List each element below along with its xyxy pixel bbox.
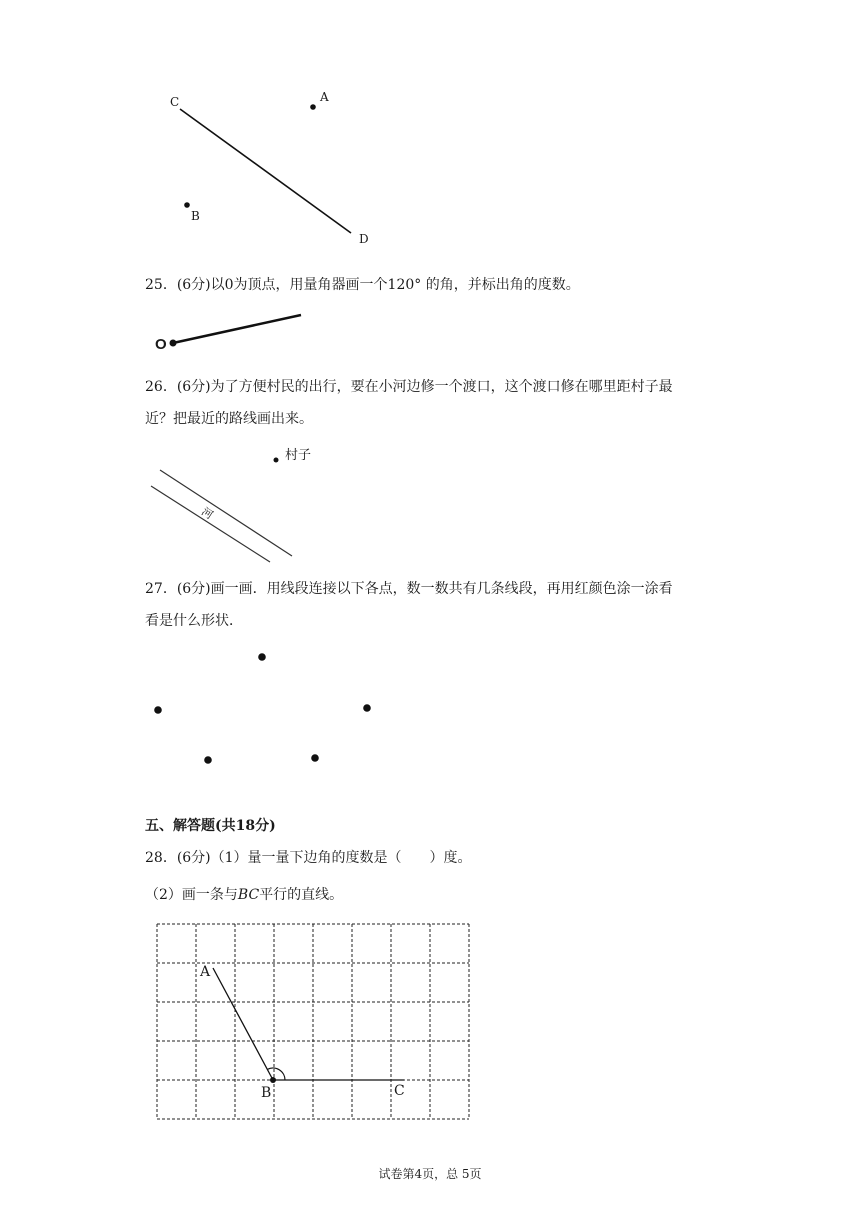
label-a: A (320, 90, 329, 104)
q28-line2-suffix: 平行的直线。 (259, 887, 344, 903)
label-b: B (191, 209, 200, 223)
page-footer: 试卷第4页，总 5页 (378, 1167, 482, 1181)
river-bank-2 (151, 486, 270, 562)
label-o: O (155, 336, 167, 353)
section-title: 五、解答题(共18分) (145, 818, 276, 834)
question-26-line1: 26．(6分)为了方便村民的出行，要在小河边修一个渡口，这个渡口修在哪里距村子最 (145, 379, 673, 395)
point-b (184, 202, 190, 208)
segment-cd (180, 109, 351, 233)
ray-o (173, 315, 301, 343)
question-28-line2 (145, 880, 343, 910)
village-point (274, 458, 279, 463)
point-a (310, 104, 316, 110)
river-label: 河 (199, 504, 216, 522)
point-b-grid (270, 1077, 276, 1083)
grid-label-b: B (261, 1085, 272, 1101)
label-d: D (359, 232, 369, 246)
q27-point (311, 754, 319, 762)
q28-grid (157, 924, 469, 1119)
q28-line2-bc: BC (237, 887, 260, 903)
question-27-line2: 看是什么形状． (145, 613, 243, 629)
question-26-line2: 近？把最近的路线画出来。 (145, 411, 313, 427)
q27-point (204, 756, 212, 764)
question-25: 25．(6分)以0为顶点，用量角器画一个120° 的角，并标出角的度数。 (145, 277, 580, 293)
q28-line2-prefix: （2）画一条与 (145, 887, 238, 903)
q27-point (154, 706, 162, 714)
village-label: 村子 (285, 448, 312, 463)
river-bank-1 (160, 470, 292, 556)
question-27-line1: 27．(6分)画一画．用线段连接以下各点，数一数共有几条线段，再用红颜色涂一涂看 (145, 581, 673, 597)
point-o (170, 340, 177, 347)
q27-point (258, 653, 266, 661)
question-28-line1: 28．(6分)（1）量一量下边角的度数是（ ）度。 (145, 850, 472, 866)
grid-label-c: C (394, 1083, 405, 1099)
q27-point (363, 704, 371, 712)
grid-label-a: A (200, 964, 211, 980)
segment-ab (213, 968, 273, 1080)
label-c: C (170, 95, 180, 109)
